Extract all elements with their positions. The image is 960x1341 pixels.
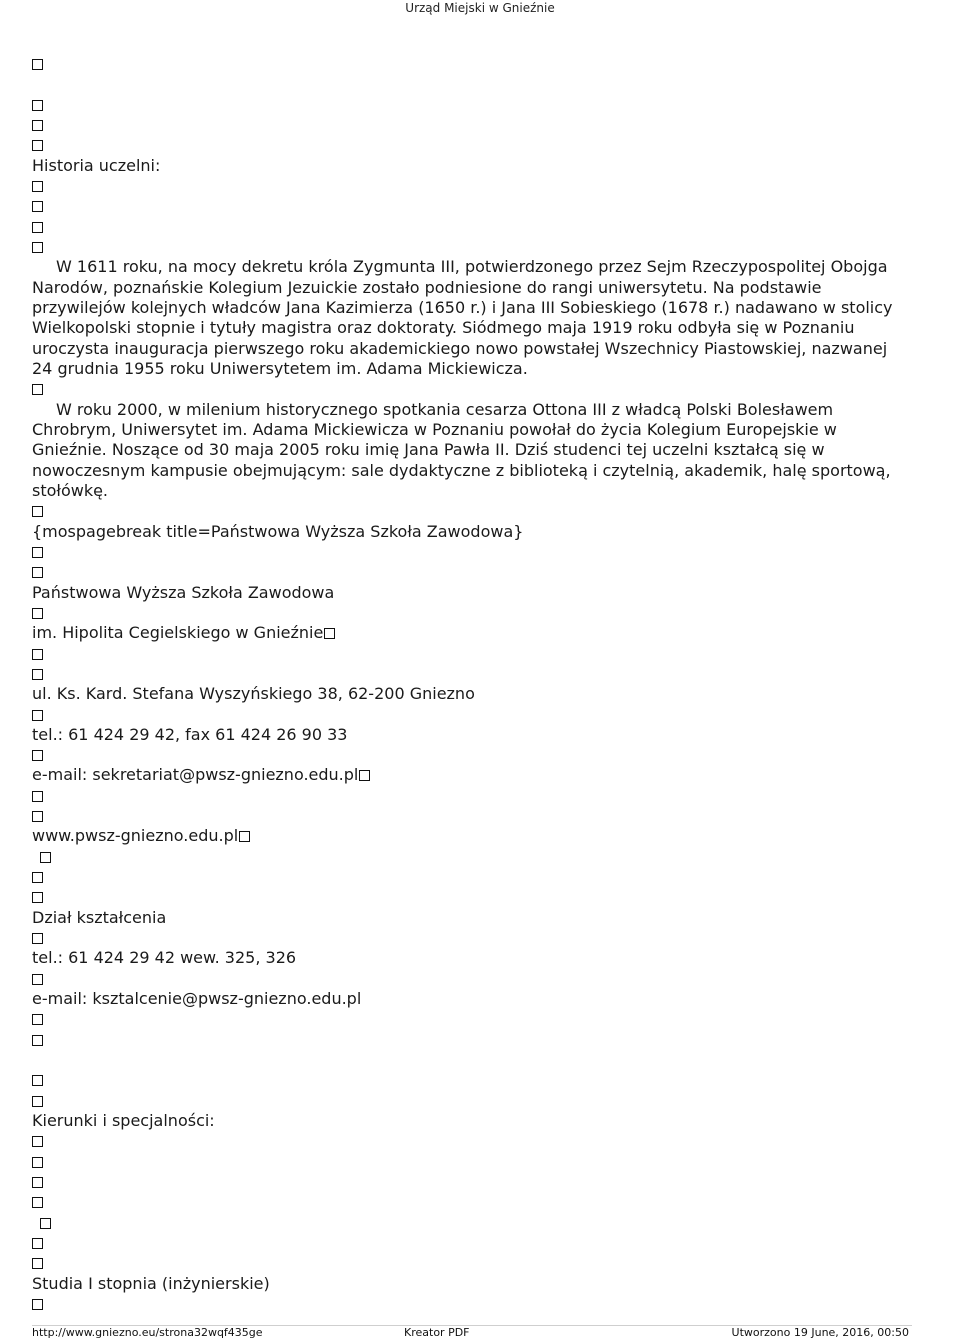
missing-glyph-icon [32, 547, 43, 558]
text-line [32, 948, 912, 968]
placeholder-line [32, 664, 912, 684]
placeholder-line [32, 644, 912, 664]
text-line [32, 1111, 912, 1131]
placeholder-line [32, 501, 912, 521]
line-text: e-mail: sekretariat@pwsz-gniezno.edu.pl [32, 765, 359, 785]
text-line [32, 989, 912, 1009]
line-text: Państwowa Wyższa Szkoła Zawodowa [32, 582, 335, 602]
missing-glyph-icon [32, 791, 43, 802]
placeholder-line [32, 95, 912, 115]
header-title: Urząd Miejski w Gnieźnie [405, 1, 555, 15]
missing-glyph-icon [32, 506, 43, 517]
footer-created-date: Utworzono 19 June, 2016, 00:50 [731, 1326, 909, 1339]
line-text: tel.: 61 424 29 42, fax 61 424 26 90 33 [32, 724, 348, 744]
missing-glyph-icon [32, 710, 43, 721]
line-text: Dział kształcenia [32, 907, 167, 927]
paragraph-text: W 1611 roku, na mocy dekretu króla Zygmunta III, potwierdzonego przez Sejm Rzeczypospolitej Obojga Narodów, poznańskie Kolegium Jezuickie zostało podniesione do rangi uniwersytetu. Na podstawie przywilejów kolejnych władców Jana Kazimierza (1650 r.) i Jana III Sobieskiego (1678 r.) nadawano w stolicy Wielkopolski stopnie i tytuły magistra oraz doktoraty. Siódmego maja 1919 roku odbyła się w Poznaniu uroczysta inauguracja pierwszego roku akademickiego nowo powstałej Wszechnicy Piastowskiej, nazwanej 24 grudnia 1955 roku Uniwersytetem im. Adama Mickiewicza. [32, 257, 893, 378]
placeholder-line [32, 1172, 912, 1192]
missing-glyph-icon [32, 1136, 43, 1147]
placeholder-line [32, 562, 912, 582]
page-header [0, 0, 960, 18]
blank-line [32, 74, 912, 94]
missing-glyph-icon [32, 892, 43, 903]
missing-glyph-icon [32, 201, 43, 212]
placeholder-line [32, 135, 912, 155]
placeholder-line [32, 887, 912, 907]
placeholder-line [32, 928, 912, 948]
placeholder-line [32, 196, 912, 216]
placeholder-line [32, 1070, 912, 1090]
missing-glyph-icon [32, 1238, 43, 1249]
paragraph-text: W roku 2000, w milenium historycznego spotkania cesarza Ottona III z władcą Polski Bolesławem Chrobrym, Uniwersytet im. Adama Mickiewicza w Poznaniu powołał do życia Kolegium Europejskie w Gnieźnie. Noszące od 30 maja 2005 roku imię Jana Pawła II. Dziś studenci tej uczelni kształcą się w nowoczesnym kampusie obejmującym: sale dydaktyczne z biblioteką i czytelnią, akademik, halę sportową, stołówkę. [32, 399, 891, 500]
missing-glyph-icon [32, 120, 43, 131]
placeholder-line [32, 1152, 912, 1172]
missing-glyph-icon [32, 384, 43, 395]
placeholder-line [32, 1192, 912, 1212]
missing-glyph-icon [40, 1218, 51, 1229]
text-line [32, 1274, 912, 1294]
line-text: tel.: 61 424 29 42 wew. 325, 326 [32, 948, 297, 968]
placeholder-line [32, 115, 912, 135]
placeholder-line [32, 1131, 912, 1151]
placeholder-line [32, 379, 912, 399]
text-line [32, 623, 912, 643]
missing-glyph-icon [324, 628, 335, 639]
placeholder-line [32, 237, 912, 257]
text-line [32, 684, 912, 704]
missing-glyph-icon [32, 1197, 43, 1208]
missing-glyph-icon [32, 872, 43, 883]
placeholder-line [32, 542, 912, 562]
placeholder-line [32, 54, 912, 74]
missing-glyph-icon [32, 933, 43, 944]
missing-glyph-icon [32, 140, 43, 151]
text-line [32, 765, 912, 785]
placeholder-line [32, 1294, 912, 1314]
line-text: e-mail: ksztalcenie@pwsz-gniezno.edu.pl [32, 989, 362, 1009]
document-body [32, 54, 912, 1314]
placeholder-line [32, 603, 912, 623]
paragraph [32, 257, 912, 379]
missing-glyph-icon [32, 1014, 43, 1025]
missing-glyph-icon [32, 974, 43, 985]
placeholder-line [32, 1030, 912, 1050]
placeholder-line [32, 217, 912, 237]
placeholder-line [32, 1213, 912, 1233]
text-line [32, 522, 912, 542]
placeholder-line [32, 1253, 912, 1273]
page-footer [32, 1326, 912, 1340]
footer-creator: Kreator PDF [404, 1326, 470, 1339]
missing-glyph-icon [32, 567, 43, 578]
placeholder-line [32, 176, 912, 196]
text-line [32, 725, 912, 745]
blank-line [32, 1050, 912, 1070]
missing-glyph-icon [32, 222, 43, 233]
missing-glyph-icon [32, 608, 43, 619]
missing-glyph-icon [32, 1096, 43, 1107]
missing-glyph-icon [32, 1157, 43, 1168]
line-text: Studia I stopnia (inżynierskie) [32, 1273, 270, 1293]
line-text: Historia uczelni: [32, 155, 161, 175]
placeholder-line [32, 1009, 912, 1029]
placeholder-line [32, 1091, 912, 1111]
text-line [32, 583, 912, 603]
missing-glyph-icon [32, 1299, 43, 1310]
placeholder-line [32, 705, 912, 725]
missing-glyph-icon [32, 1035, 43, 1046]
missing-glyph-icon [32, 100, 43, 111]
missing-glyph-icon [32, 242, 43, 253]
missing-glyph-icon [32, 1258, 43, 1269]
missing-glyph-icon [32, 669, 43, 680]
placeholder-line [32, 1233, 912, 1253]
missing-glyph-icon [32, 1075, 43, 1086]
text-line [32, 156, 912, 176]
missing-glyph-icon [32, 59, 43, 70]
missing-glyph-icon [32, 1177, 43, 1188]
text-line [32, 826, 912, 846]
line-text: {mospagebreak title=Państwowa Wyższa Szkoła Zawodowa} [32, 521, 524, 541]
placeholder-line [32, 806, 912, 826]
line-text: Kierunki i specjalności: [32, 1111, 215, 1131]
line-text: ul. Ks. Kard. Stefana Wyszyńskiego 38, 62-200 Gniezno [32, 684, 475, 704]
placeholder-line [32, 847, 912, 867]
missing-glyph-icon [239, 831, 250, 842]
missing-glyph-icon [32, 649, 43, 660]
missing-glyph-icon [40, 852, 51, 863]
missing-glyph-icon [32, 811, 43, 822]
line-text: www.pwsz-gniezno.edu.pl [32, 826, 239, 846]
placeholder-line [32, 969, 912, 989]
placeholder-line [32, 786, 912, 806]
placeholder-line [32, 745, 912, 765]
line-text: im. Hipolita Cegielskiego w Gnieźnie [32, 623, 324, 643]
paragraph [32, 400, 912, 502]
missing-glyph-icon [359, 770, 370, 781]
missing-glyph-icon [32, 750, 43, 761]
placeholder-line [32, 867, 912, 887]
missing-glyph-icon [32, 181, 43, 192]
footer-url[interactable]: http://www.gniezno.eu/strona32wqf435ge [32, 1326, 263, 1339]
text-line [32, 908, 912, 928]
